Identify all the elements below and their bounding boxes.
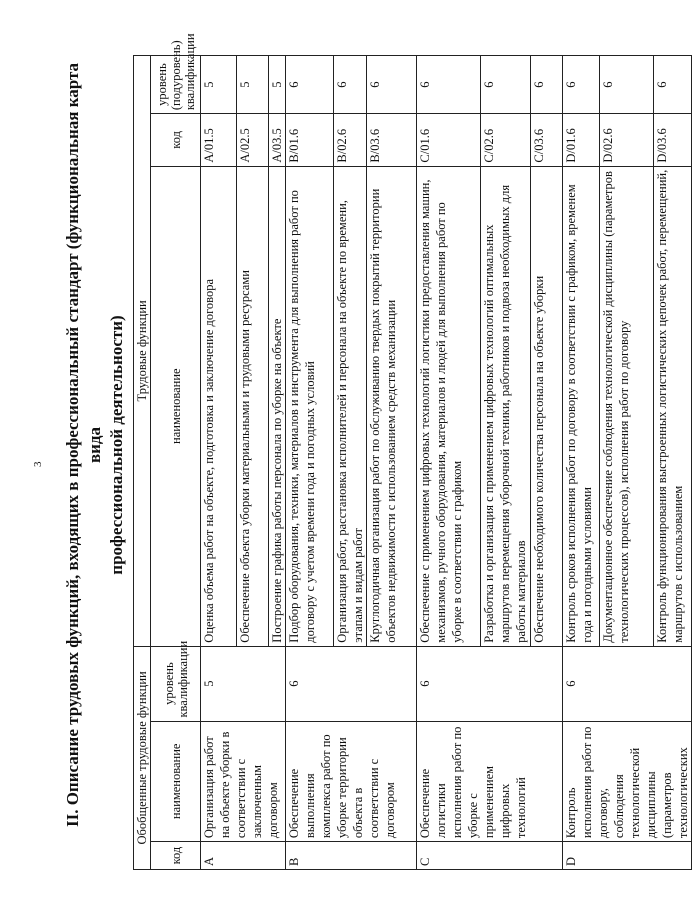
gen-name-cell: Обеспечение логистики исполнения работ по уборке с применением цифровых технологий xyxy=(417,721,563,842)
tf-name-cell: Разработка и организация с применением цифровых технологий оптимальных маршрутов перемещения уборочной техники, работников и подвоза необходимых для работы материалов xyxy=(481,166,531,646)
tf-name-cell: Построение графика работы персонала по уборке на объекте xyxy=(269,166,286,646)
table-row xyxy=(201,56,237,870)
tf-name-cell: Обеспечение необходимого количества персонала на объекте уборки xyxy=(531,166,563,646)
tf-level-cell: 6 xyxy=(563,56,600,114)
tf-level-cell: 6 xyxy=(481,56,531,114)
gen-level-cell: 5 xyxy=(201,646,286,721)
gen-name-cell: Обеспечение выполнения комплекса работ по уборке территории объекта в соответствии с договором xyxy=(286,721,417,842)
gen-code-cell: B xyxy=(286,842,417,870)
tf-level-cell: 5 xyxy=(237,56,269,114)
gen-level-cell: 6 xyxy=(286,646,417,721)
tf-code-cell: C/03.6 xyxy=(531,114,563,166)
tf-level-cell: 6 xyxy=(600,56,654,114)
table-row xyxy=(417,56,481,870)
tf-name-cell: Подбор оборудования, техники, материалов и инструмента для выполнения работ по договору с учетом времени года и погодных условий xyxy=(286,166,334,646)
table-row xyxy=(563,56,600,870)
tf-code-cell: A/01.5 xyxy=(201,114,237,166)
tf-name-cell: Контроль сроков исполнения работ по договору в соответствии с графиком, временем года и погодными условиями xyxy=(563,166,600,646)
tf-code-cell: C/01.6 xyxy=(417,114,481,166)
generalized-functions-header: Обобщенные трудовые функции xyxy=(134,646,151,869)
col-tf-level-header: уровень (подуровень) квалификации xyxy=(151,56,201,114)
col-name-header: наименование xyxy=(151,721,201,842)
gen-level-cell: 6 xyxy=(563,646,692,721)
labor-functions-table xyxy=(133,33,692,870)
tf-code-cell: D/03.6 xyxy=(653,114,691,166)
col-tf-code-header: код xyxy=(151,114,201,166)
tf-level-cell: 6 xyxy=(334,56,367,114)
tf-level-cell: 5 xyxy=(269,56,286,114)
tf-level-cell: 6 xyxy=(286,56,334,114)
tf-level-cell: 6 xyxy=(653,56,691,114)
gen-level-cell: 6 xyxy=(417,646,563,721)
section-title xyxy=(62,55,128,835)
col-tf-name-header: наименование xyxy=(151,166,201,646)
tf-code-cell: D/01.6 xyxy=(563,114,600,166)
header-row-1 xyxy=(134,56,151,870)
gen-name-cell: Контроль исполнения работ по договору, соблюдения технологической дисциплины (параметров технологических xyxy=(563,721,692,842)
tf-name-cell: Контроль функционирования выстроенных логистических цепочек работ, перемещений, маршрутов с использованием xyxy=(653,166,691,646)
gen-code-cell: C xyxy=(417,842,563,870)
page-number: 3 xyxy=(32,461,44,467)
col-code-header: код xyxy=(151,842,201,870)
tf-name-cell: Обеспечение с применением цифровых технологий логистики предоставления машин, механизмов, ручного оборудования, материалов и людей для выполнения работ по уборке в соответствии с графиком xyxy=(417,166,481,646)
tf-name-cell: Организация работ, расстановка исполнителей и персонала на объекте по времени, этапам и видам работ xyxy=(334,166,367,646)
tf-code-cell: C/02.6 xyxy=(481,114,531,166)
gen-code-cell: D xyxy=(563,842,692,870)
gen-code-cell: A xyxy=(201,842,286,870)
tf-name-cell: Оценка объема работ на объекте, подготовка и заключение договора xyxy=(201,166,237,646)
tf-code-cell: A/02.5 xyxy=(237,114,269,166)
tf-code-cell: B/01.6 xyxy=(286,114,334,166)
tf-code-cell: D/02.6 xyxy=(600,114,654,166)
tf-code-cell: B/03.6 xyxy=(367,114,417,166)
tf-name-cell: Обеспечение объекта уборки материальными и трудовыми ресурсами xyxy=(237,166,269,646)
title-line-1: II. Описание трудовых функций, входящих в профессиональный стандарт (функциональная карта вида xyxy=(63,62,104,828)
tf-code-cell: B/02.6 xyxy=(334,114,367,166)
title-line-2: профессиональной деятельности) xyxy=(107,315,126,575)
labor-functions-header: Трудовые функции xyxy=(134,56,151,647)
table-row xyxy=(286,56,334,870)
header-row-2 xyxy=(151,56,201,870)
tf-name-cell: Круглогодичная организация работ по обслуживанию твердых покрытий территории объектов недвижимости с использованием средств механизации xyxy=(367,166,417,646)
gen-name-cell: Организация работ на объекте уборки в соответствии с заключенным договором xyxy=(201,721,286,842)
tf-name-cell: Документационное обеспечение соблюдения технологической дисциплины (параметров технологических процессов), исполнения работ по договору xyxy=(600,166,654,646)
tf-code-cell: A/03.5 xyxy=(269,114,286,166)
tf-level-cell: 6 xyxy=(367,56,417,114)
tf-level-cell: 6 xyxy=(417,56,481,114)
tf-level-cell: 5 xyxy=(201,56,237,114)
tf-level-cell: 6 xyxy=(531,56,563,114)
col-level-header: уровень квалификации xyxy=(151,646,201,721)
